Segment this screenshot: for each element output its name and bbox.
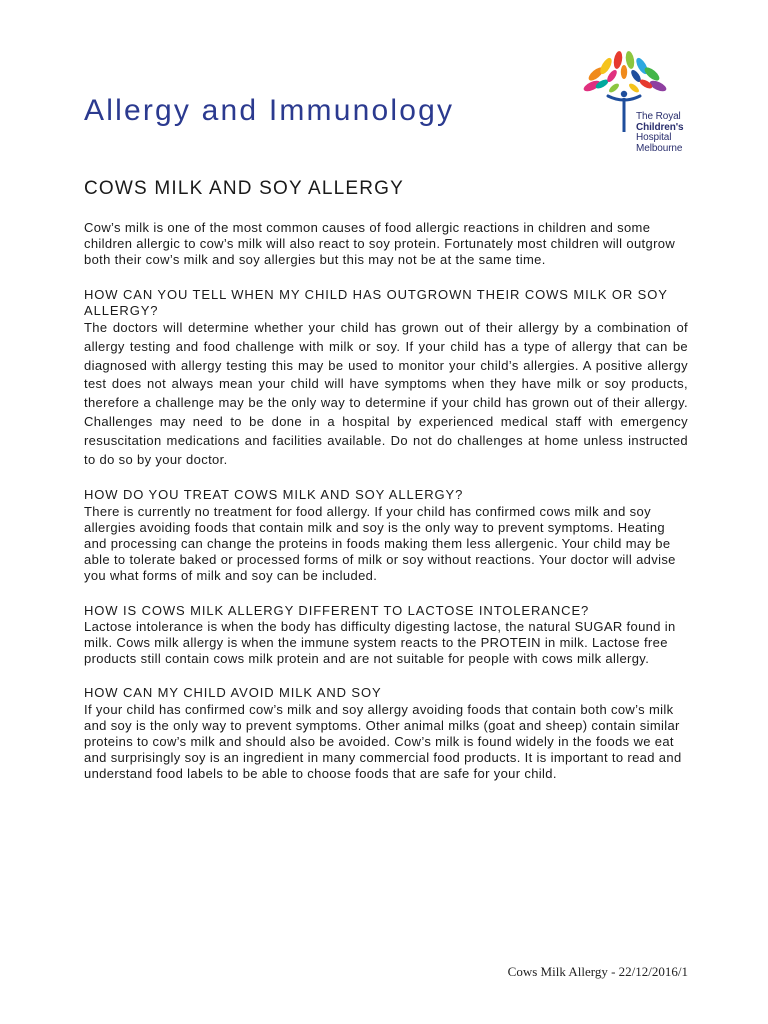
- section-heading: HOW CAN MY CHILD AVOID MILK AND SOY: [84, 685, 382, 701]
- intro-paragraph: Cow’s milk is one of the most common causes of food allergic reactions in children and some children allergic to cow’s milk will also react to soy protein. Fortunately most children will outgrow both their cow’s milk and soy allergies but this may not be at the same time.: [84, 220, 676, 268]
- section-lactose: [84, 603, 688, 668]
- section-body: Lactose intolerance is when the body has difficulty digesting lactose, the natural SUGAR found in milk. Cows milk allergy is when the immune system reacts to the PROTEIN in milk. Lactose free products still contain cows milk protein and are not suitable for people with cows milk allergy.: [84, 618, 676, 667]
- section-avoid: [84, 685, 688, 782]
- section-treatment: [84, 487, 688, 584]
- section-heading: HOW DO YOU TREAT COWS MILK AND SOY ALLERGY?: [84, 487, 464, 503]
- document-heading: COWS MILK AND SOY ALLERGY: [84, 178, 405, 199]
- section-body: The doctors will determine whether your child has grown out of their allergy by a combination of allergy testing and food challenge with milk or soy. If your child has a type of allergy that can be diagnosed with allergy testing this may be used to monitor your child’s allergies. A positive allergy test does not always mean your child will have symptoms when they have milk or soy products, therefore a challenge may be the only way to determine if your child has grown out of their allergy. Challenges may need to be done in a hospital by experienced medical staff with emergency resuscitation medications and facilities available. Do not do challenges at home unless instructed to do so by your doctor.: [84, 320, 688, 467]
- page-title: Allergy and Immunology: [84, 94, 455, 127]
- logo-line-1: The Royal: [636, 111, 681, 122]
- section-outgrown: [84, 287, 688, 470]
- logo-line-4: Melbourne: [636, 142, 683, 154]
- document-body: [84, 178, 688, 783]
- logo-wordmark: [636, 112, 684, 154]
- section-body: If your child has confirmed cow’s milk and soy allergy avoiding foods that contain both cow’s milk and soy is the only way to prevent symptoms. Other animal milks (goat and sheep) contain similar proteins to cow’s milk and should also be avoided. Cow’s milk is found widely in the foods we eat and surprisingly soy is an ingredient in many commercial food products. It is important to read and understand food labels to be able to choose foods that are safe for your child.: [84, 701, 682, 782]
- logo-line-2: Children's: [636, 121, 684, 133]
- logo-line-3: Hospital: [636, 132, 672, 143]
- section-heading: HOW IS COWS MILK ALLERGY DIFFERENT TO LACTOSE INTOLERANCE?: [84, 602, 590, 618]
- page-footer: Cows Milk Allergy - 22/12/2016/1: [507, 964, 688, 979]
- section-body: There is currently no treatment for food allergy. If your child has confirmed cows milk and soy allergies avoiding foods that contain milk and soy is the only way to prevent symptoms. Heating and processing can change the proteins in foods making them less allergenic. Your child may be able to tolerate baked or processed forms of milk or soy without reactions. Your doctor will advise you what forms of milk and soy can be included.: [84, 503, 676, 584]
- section-heading: HOW CAN YOU TELL WHEN MY CHILD HAS OUTGROWN THEIR COWS MILK OR SOY ALLERGY?: [84, 286, 668, 318]
